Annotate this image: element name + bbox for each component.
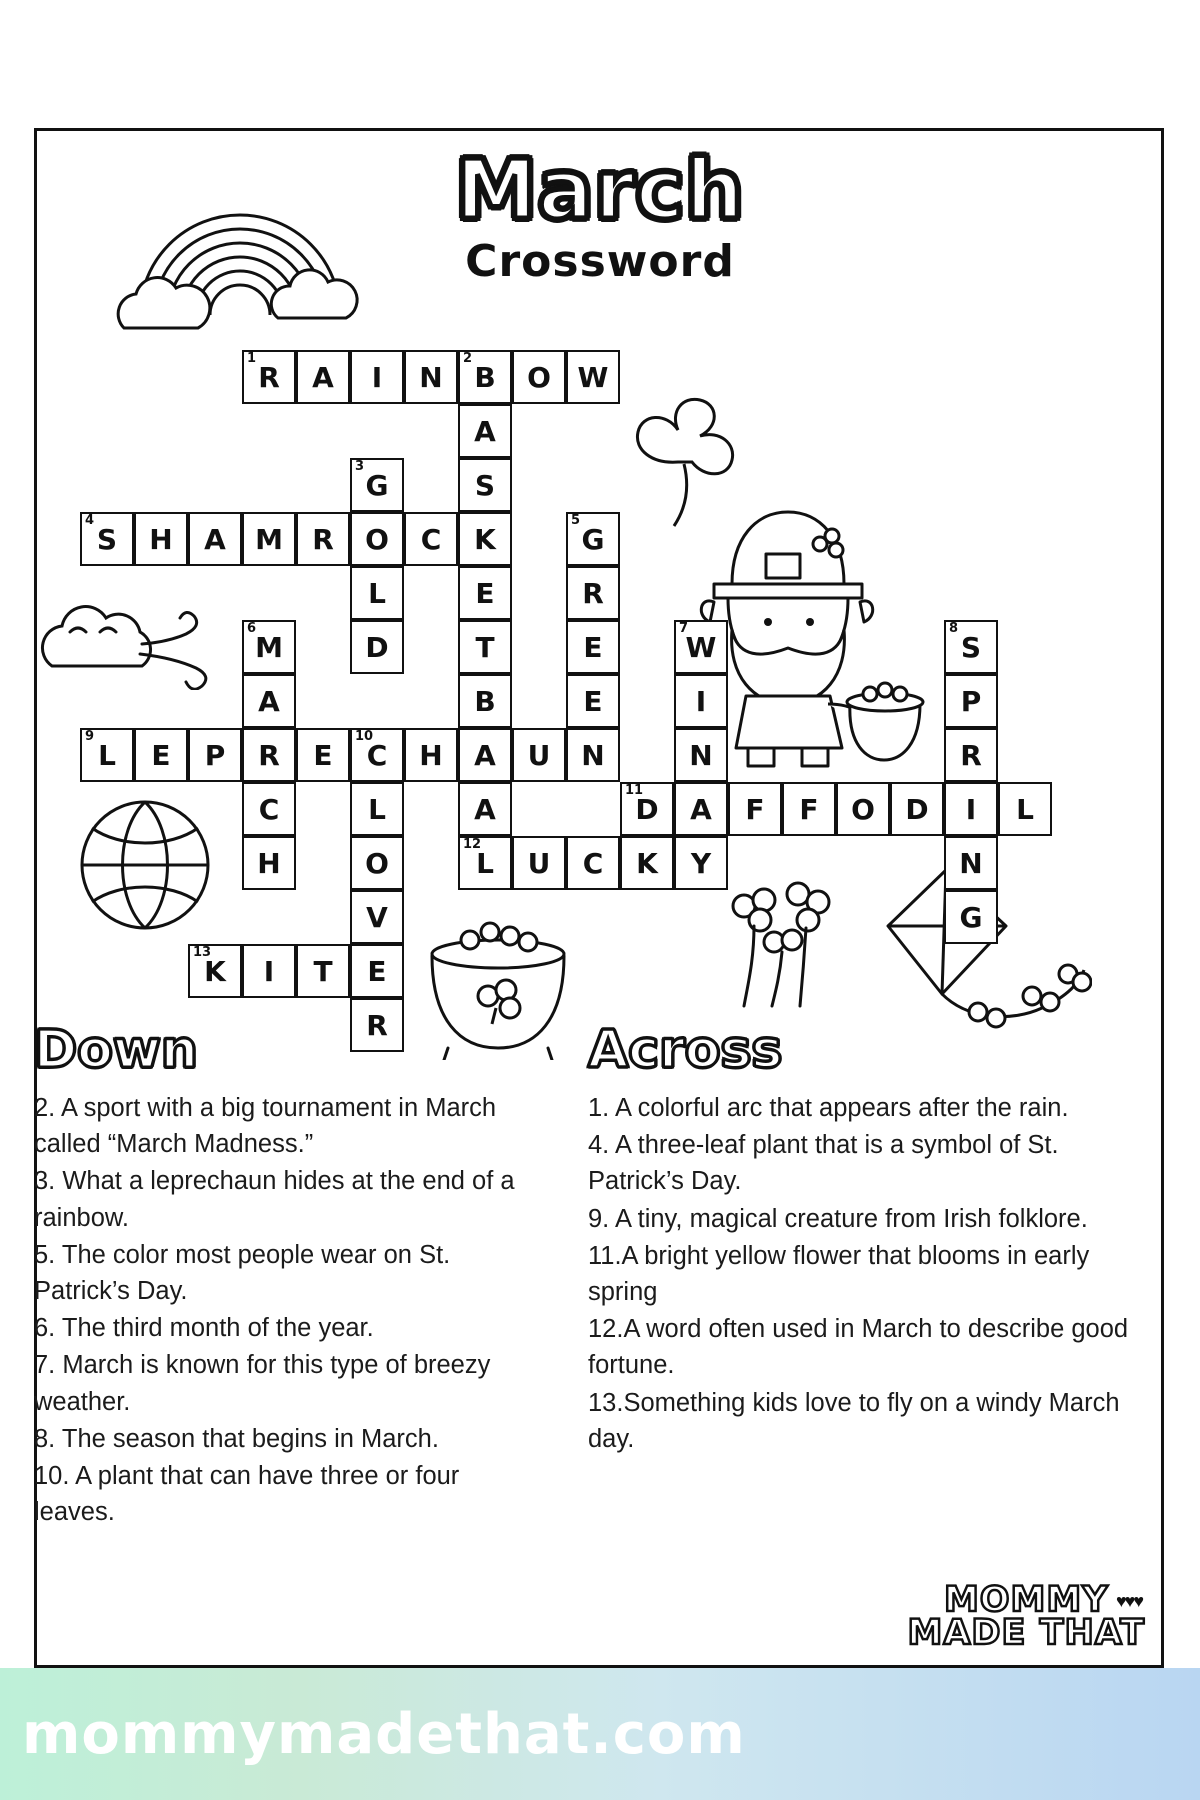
crossword-cell[interactable] bbox=[458, 674, 512, 728]
across-clue-item: 11.A bright yellow flower that blooms in early spring bbox=[588, 1241, 1090, 1307]
across-clue-item: 9. A tiny, magical creature from Irish folklore. bbox=[588, 1204, 1088, 1233]
across-clues-list bbox=[588, 1090, 1133, 1458]
cell-letter: D bbox=[365, 630, 389, 664]
crossword-cell[interactable] bbox=[944, 782, 998, 836]
cell-letter: G bbox=[581, 522, 605, 556]
cell-number: 12 bbox=[463, 837, 482, 852]
crossword-cell[interactable] bbox=[458, 782, 512, 836]
cell-letter: N bbox=[959, 846, 983, 880]
cell-letter: M bbox=[255, 630, 283, 664]
cell-letter: N bbox=[689, 738, 713, 772]
cell-letter: S bbox=[960, 630, 982, 664]
cell-letter: V bbox=[366, 900, 388, 934]
crossword-cell[interactable] bbox=[80, 728, 134, 782]
crossword-cell[interactable] bbox=[512, 728, 566, 782]
crossword-cell[interactable] bbox=[458, 350, 512, 404]
cell-letter: R bbox=[312, 522, 334, 556]
crossword-cell[interactable] bbox=[350, 836, 404, 890]
across-clue-item: 12.A word often used in March to describe good fortune. bbox=[588, 1315, 1129, 1380]
cell-letter: D bbox=[635, 792, 659, 826]
crossword-cell[interactable] bbox=[512, 350, 566, 404]
cell-letter: D bbox=[905, 792, 929, 826]
crossword-cell[interactable] bbox=[188, 512, 242, 566]
crossword-cell[interactable] bbox=[674, 620, 728, 674]
crossword-cell[interactable] bbox=[566, 728, 620, 782]
cell-letter: C bbox=[582, 846, 604, 880]
crossword-cell[interactable] bbox=[998, 782, 1052, 836]
crossword-cell[interactable] bbox=[404, 728, 458, 782]
crossword-cell[interactable] bbox=[296, 350, 350, 404]
crossword-cell[interactable] bbox=[674, 836, 728, 890]
crossword-cell[interactable] bbox=[242, 620, 296, 674]
cell-letter: L bbox=[368, 576, 386, 610]
cell-letter: A bbox=[690, 792, 712, 826]
cell-number: 1 bbox=[247, 351, 257, 366]
cell-letter: O bbox=[527, 360, 551, 394]
brand-logo bbox=[907, 1579, 1145, 1653]
cell-letter: M bbox=[255, 522, 283, 556]
crossword-cell[interactable] bbox=[836, 782, 890, 836]
crossword-cell[interactable] bbox=[458, 512, 512, 566]
title-main: March bbox=[455, 143, 745, 238]
down-clues-list bbox=[34, 1090, 534, 1531]
cell-letter: T bbox=[313, 954, 333, 988]
crossword-cell[interactable] bbox=[674, 782, 728, 836]
down-clue-item: 5. The color most people wear on St. Patrick’s Day. bbox=[34, 1240, 451, 1306]
banner-url-text: mommymadethat.com bbox=[22, 1701, 746, 1767]
cell-letter: R bbox=[258, 360, 280, 394]
cell-number: 13 bbox=[193, 945, 212, 960]
cell-letter: N bbox=[581, 738, 605, 772]
crossword-cell[interactable] bbox=[944, 728, 998, 782]
cell-letter: K bbox=[474, 522, 496, 556]
cell-letter: L bbox=[476, 846, 494, 880]
crossword-cell[interactable] bbox=[458, 728, 512, 782]
crossword-cell[interactable] bbox=[350, 890, 404, 944]
cell-letter: C bbox=[366, 738, 388, 772]
cell-letter: I bbox=[695, 684, 707, 718]
down-clue-item: 10. A plant that can have three or four leaves. bbox=[34, 1462, 460, 1527]
crossword-cell[interactable] bbox=[296, 512, 350, 566]
crossword-cell[interactable] bbox=[134, 512, 188, 566]
crossword-cell[interactable] bbox=[350, 782, 404, 836]
down-clue-item: 7. March is known for this type of breezy weather. bbox=[34, 1351, 491, 1416]
heart-icon: ♥♥♥ bbox=[1115, 1591, 1142, 1611]
cell-number: 6 bbox=[247, 621, 257, 636]
crossword-cell[interactable] bbox=[782, 782, 836, 836]
cell-letter: E bbox=[475, 576, 495, 610]
crossword-cell[interactable] bbox=[350, 566, 404, 620]
cell-letter: O bbox=[851, 792, 875, 826]
crossword-cell[interactable] bbox=[404, 512, 458, 566]
crossword-cell[interactable] bbox=[188, 728, 242, 782]
cell-letter: U bbox=[527, 738, 551, 772]
crossword-cell[interactable] bbox=[674, 728, 728, 782]
crossword-cell[interactable] bbox=[242, 674, 296, 728]
crossword-cell[interactable] bbox=[350, 350, 404, 404]
cell-letter: I bbox=[263, 954, 275, 988]
down-clue-item: 6. The third month of the year. bbox=[34, 1314, 374, 1343]
cell-number: 4 bbox=[85, 513, 95, 528]
cell-letter: R bbox=[960, 738, 982, 772]
crossword-cell[interactable] bbox=[242, 944, 296, 998]
crossword-cell[interactable] bbox=[566, 674, 620, 728]
crossword-cell[interactable] bbox=[944, 890, 998, 944]
cell-letter: L bbox=[1016, 792, 1034, 826]
cell-letter: A bbox=[474, 738, 496, 772]
down-clues-heading: Down bbox=[34, 1020, 198, 1080]
crossword-cell[interactable] bbox=[350, 998, 404, 1052]
cell-letter: L bbox=[368, 792, 386, 826]
crossword-cell[interactable] bbox=[242, 350, 296, 404]
cell-letter: O bbox=[365, 846, 389, 880]
cell-letter: T bbox=[475, 630, 495, 664]
crossword-cell[interactable] bbox=[620, 836, 674, 890]
down-clue-item: 8. The season that begins in March. bbox=[34, 1424, 439, 1453]
crossword-cell[interactable] bbox=[944, 620, 998, 674]
cell-number: 8 bbox=[949, 621, 959, 636]
crossword-cell[interactable] bbox=[566, 620, 620, 674]
crossword-cell[interactable] bbox=[350, 458, 404, 512]
cell-letter: Y bbox=[690, 846, 712, 880]
cell-number: 11 bbox=[625, 783, 644, 798]
down-clue-item: 3. What a leprechaun hides at the end of a rainbow. bbox=[34, 1167, 515, 1232]
crossword-cell[interactable] bbox=[458, 458, 512, 512]
crossword-cell[interactable] bbox=[944, 836, 998, 890]
crossword-cell[interactable] bbox=[944, 674, 998, 728]
cell-letter: E bbox=[151, 738, 171, 772]
crossword-cell[interactable] bbox=[674, 674, 728, 728]
cell-letter: I bbox=[965, 792, 977, 826]
crossword-cell[interactable] bbox=[242, 728, 296, 782]
crossword-cell[interactable] bbox=[242, 782, 296, 836]
crossword-cell[interactable] bbox=[296, 728, 350, 782]
cell-letter: A bbox=[474, 792, 496, 826]
crossword-cell[interactable] bbox=[134, 728, 188, 782]
cell-number: 9 bbox=[85, 729, 95, 744]
crossword-cell[interactable] bbox=[458, 404, 512, 458]
cell-number: 7 bbox=[679, 621, 689, 636]
cell-letter: A bbox=[312, 360, 334, 394]
cell-letter: H bbox=[257, 846, 281, 880]
title-subtitle: Crossword bbox=[465, 236, 735, 287]
across-clue-item: 13.Something kids love to fly on a windy March day. bbox=[588, 1388, 1120, 1453]
crossword-cell[interactable] bbox=[404, 350, 458, 404]
cell-letter: W bbox=[577, 360, 609, 394]
website-banner bbox=[0, 1668, 1200, 1800]
down-clue-item: 2. A sport with a big tournament in March called “March Madness.” bbox=[34, 1094, 497, 1159]
crossword-cell[interactable] bbox=[296, 944, 350, 998]
logo-line-2: MADE THAT bbox=[907, 1612, 1145, 1653]
cell-letter: G bbox=[365, 468, 389, 502]
crossword-cell[interactable] bbox=[350, 944, 404, 998]
cell-letter: K bbox=[636, 846, 658, 880]
crossword-cell[interactable] bbox=[620, 782, 674, 836]
cell-letter: U bbox=[527, 846, 551, 880]
cell-number: 3 bbox=[355, 459, 365, 474]
cell-letter: G bbox=[959, 900, 983, 934]
cell-letter: S bbox=[96, 522, 118, 556]
cell-letter: S bbox=[474, 468, 496, 502]
logo-line-1: MOMMY bbox=[943, 1579, 1109, 1620]
cell-letter: F bbox=[799, 792, 819, 826]
cell-letter: B bbox=[474, 360, 496, 394]
crossword-cell[interactable] bbox=[458, 836, 512, 890]
cell-letter: O bbox=[365, 522, 389, 556]
cell-letter: P bbox=[960, 684, 982, 718]
crossword-cell[interactable] bbox=[890, 782, 944, 836]
cell-letter: R bbox=[366, 1008, 388, 1042]
cell-letter: N bbox=[419, 360, 443, 394]
cell-letter: A bbox=[474, 414, 496, 448]
cell-letter: B bbox=[474, 684, 496, 718]
crossword-cell[interactable] bbox=[242, 836, 296, 890]
cell-letter: P bbox=[204, 738, 226, 772]
across-clue-item: 4. A three-leaf plant that is a symbol of St. Patrick’s Day. bbox=[588, 1131, 1059, 1196]
cell-letter: K bbox=[204, 954, 226, 988]
cell-letter: E bbox=[583, 630, 603, 664]
crossword-cell[interactable] bbox=[350, 512, 404, 566]
cell-number: 5 bbox=[571, 513, 581, 528]
cell-letter: E bbox=[313, 738, 333, 772]
crossword-cell[interactable] bbox=[458, 620, 512, 674]
crossword-cell[interactable] bbox=[458, 566, 512, 620]
cell-letter: E bbox=[583, 684, 603, 718]
across-clue-item: 1. A colorful arc that appears after the rain. bbox=[588, 1094, 1069, 1122]
crossword-cell[interactable] bbox=[512, 836, 566, 890]
cell-letter: H bbox=[149, 522, 173, 556]
cell-letter: R bbox=[582, 576, 604, 610]
cell-letter: A bbox=[204, 522, 226, 556]
cell-number: 10 bbox=[355, 729, 374, 744]
cell-letter: A bbox=[258, 684, 280, 718]
cell-letter: F bbox=[745, 792, 765, 826]
cell-letter: I bbox=[371, 360, 383, 394]
cell-letter: L bbox=[98, 738, 116, 772]
cell-letter: W bbox=[685, 630, 717, 664]
crossword-cell[interactable] bbox=[242, 512, 296, 566]
crossword-cell[interactable] bbox=[350, 728, 404, 782]
cell-letter: C bbox=[258, 792, 280, 826]
cell-letter: R bbox=[258, 738, 280, 772]
cell-letter: H bbox=[419, 738, 443, 772]
crossword-cell[interactable] bbox=[728, 782, 782, 836]
crossword-cell[interactable] bbox=[566, 566, 620, 620]
cell-letter: C bbox=[420, 522, 442, 556]
crossword-cell[interactable] bbox=[566, 350, 620, 404]
cell-number: 2 bbox=[463, 351, 473, 366]
crossword-cell[interactable] bbox=[566, 836, 620, 890]
cell-letter: E bbox=[367, 954, 387, 988]
crossword-cell[interactable] bbox=[80, 512, 134, 566]
crossword-cell[interactable] bbox=[350, 620, 404, 674]
crossword-cell[interactable] bbox=[566, 512, 620, 566]
crossword-cell[interactable] bbox=[188, 944, 242, 998]
across-clues-heading: Across bbox=[588, 1020, 783, 1080]
